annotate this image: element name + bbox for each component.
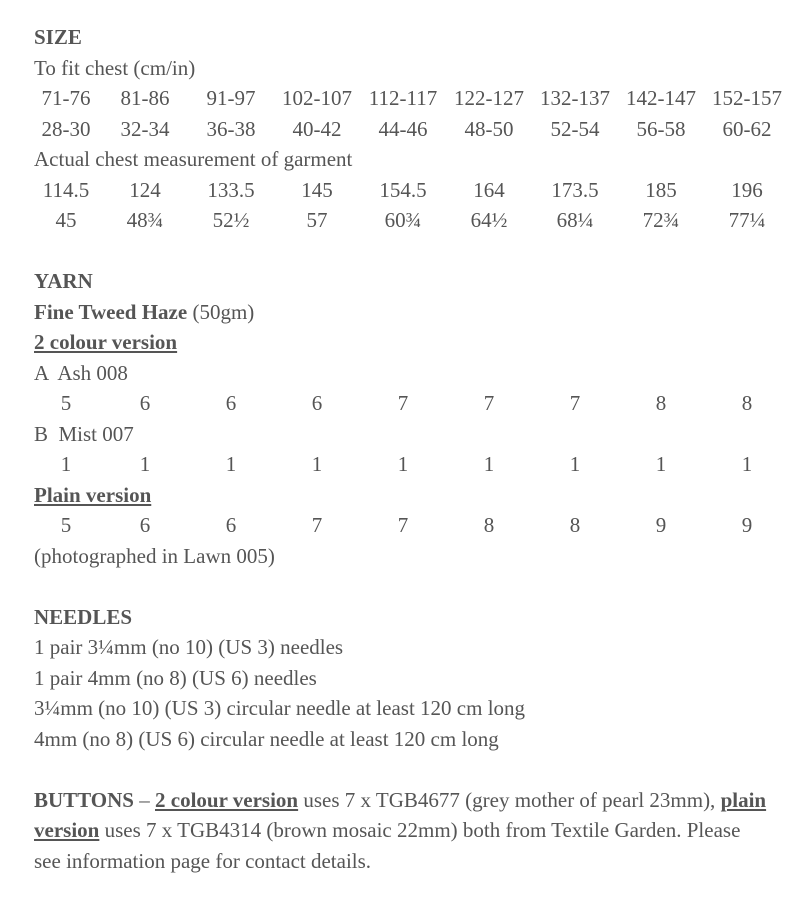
colour-a-qty-row — [30, 388, 774, 419]
yarn-weight: (50gm) — [192, 299, 255, 324]
measure-cell: 52½ — [212, 208, 250, 232]
buttons-plain-label: plain version — [34, 787, 767, 842]
qty-cell: 7 — [397, 513, 409, 537]
pattern-info — [34, 22, 782, 876]
qty-cell: 1 — [311, 452, 323, 476]
yarn-name-line — [34, 297, 774, 328]
measure-cell: 57 — [306, 208, 328, 232]
colour-b-label: B Mist 007 — [34, 421, 134, 446]
size-cell: 36-38 — [206, 116, 256, 141]
buttons-plain-text: uses 7 x TGB4314 (brown mosaic 22mm) both from Textile Garden. Please see information page for contact details. — [34, 818, 741, 873]
measure-cell: 68¼ — [556, 208, 594, 232]
measure-cell: 164 — [473, 177, 505, 202]
measure-cell: 77¼ — [728, 208, 766, 232]
measure-cell: 185 — [645, 177, 677, 202]
plain-note: (photographed in Lawn 005) — [34, 543, 275, 568]
qty-cell: 8 — [483, 513, 495, 537]
measure-cell: 114.5 — [42, 177, 90, 202]
plain-version-label: Plain version — [34, 482, 152, 507]
fit-in-row — [30, 114, 774, 145]
measure-cell: 133.5 — [207, 177, 255, 202]
needle-item: 1 pair 4mm (no 8) (US 6) needles — [34, 665, 317, 690]
two-colour-label: 2 colour version — [34, 330, 178, 354]
size-cell: 81-86 — [120, 86, 170, 110]
measure-cell: 60¾ — [384, 208, 422, 232]
measure-cell: 145 — [301, 177, 333, 202]
qty-cell: 6 — [225, 391, 237, 415]
qty-cell: 9 — [655, 513, 667, 537]
qty-cell: 7 — [397, 391, 409, 415]
qty-cell: 9 — [741, 513, 753, 537]
qty-cell: 5 — [60, 391, 72, 415]
buttons-two-colour-label: 2 colour version — [155, 787, 299, 812]
qty-cell: 8 — [655, 391, 667, 415]
qty-cell: 7 — [311, 513, 323, 537]
size-cell: 102-107 — [282, 86, 352, 110]
size-cell: 52-54 — [550, 116, 600, 141]
colour-b-qty-row — [30, 449, 774, 480]
qty-cell: 6 — [139, 513, 151, 537]
size-cell: 91-97 — [206, 86, 256, 110]
measure-cell: 173.5 — [551, 177, 599, 202]
qty-cell: 1 — [569, 452, 581, 476]
needle-item: 3¼mm (no 10) (US 3) circular needle at least 120 cm long — [34, 696, 526, 720]
yarn-heading: YARN — [34, 269, 93, 293]
qty-cell: 1 — [483, 452, 495, 476]
size-cell: 56-58 — [636, 116, 686, 141]
qty-cell: 5 — [60, 513, 72, 537]
buttons-paragraph — [34, 785, 769, 877]
measure-cell: 48¾ — [126, 208, 164, 232]
size-cell: 32-34 — [120, 116, 170, 141]
size-heading: SIZE — [34, 25, 82, 49]
measure-cell: 72¾ — [642, 208, 680, 232]
size-cell: 60-62 — [722, 116, 772, 141]
section-spacer — [34, 571, 774, 602]
qty-cell: 1 — [655, 452, 667, 476]
size-cell: 112-117 — [368, 86, 438, 110]
needle-item: 1 pair 3¼mm (no 10) (US 3) needles — [34, 635, 344, 659]
qty-cell: 1 — [741, 452, 753, 476]
yarn-name: Fine Tweed Haze — [34, 299, 188, 324]
plain-version-line — [34, 480, 774, 511]
qty-cell: 1 — [225, 452, 237, 476]
size-cell: 71-76 — [41, 86, 91, 110]
size-cell: 40-42 — [292, 116, 342, 141]
size-cell: 142-147 — [626, 86, 696, 110]
plain-qty-row — [30, 510, 774, 541]
buttons-two-colour-text: uses 7 x TGB4677 (grey mother of pearl 23mm), — [298, 787, 721, 812]
colour-a-label: A Ash 008 — [34, 360, 128, 385]
size-cell: 48-50 — [464, 116, 514, 141]
section-spacer — [34, 236, 774, 267]
buttons-heading: BUTTONS — [34, 787, 134, 812]
size-cell: 152-157 — [712, 86, 782, 110]
qty-cell: 1 — [60, 452, 72, 476]
actual-chest-label: Actual chest measurement of garment — [34, 147, 353, 171]
size-cell: 28-30 — [41, 116, 91, 141]
size-cell: 44-46 — [378, 116, 428, 141]
qty-cell: 7 — [483, 391, 495, 415]
buttons-dash: – — [134, 787, 155, 812]
fit-cm-row — [30, 83, 782, 114]
measure-cell: 124 — [129, 177, 161, 202]
qty-cell: 1 — [139, 452, 151, 476]
measure-cell: 64½ — [470, 208, 508, 232]
size-cell: 122-127 — [454, 86, 524, 110]
measure-cell: 154.5 — [379, 177, 427, 202]
two-colour-line — [34, 327, 774, 358]
size-cell: 132-137 — [540, 86, 610, 110]
qty-cell: 1 — [397, 452, 409, 476]
section-spacer — [34, 754, 774, 785]
actual-in-row — [30, 205, 774, 236]
measure-cell: 45 — [55, 208, 77, 232]
qty-cell: 6 — [225, 513, 237, 537]
qty-cell: 6 — [311, 391, 323, 415]
measure-cell: 196 — [731, 177, 763, 202]
qty-cell: 7 — [569, 391, 581, 415]
qty-cell: 8 — [569, 513, 581, 537]
qty-cell: 6 — [139, 391, 151, 415]
needle-item: 4mm (no 8) (US 6) circular needle at least 120 cm long — [34, 726, 499, 751]
needles-heading: NEEDLES — [34, 604, 133, 629]
actual-cm-row — [30, 175, 774, 206]
qty-cell: 8 — [741, 391, 753, 415]
fit-chest-label: To fit chest (cm/in) — [34, 55, 196, 80]
